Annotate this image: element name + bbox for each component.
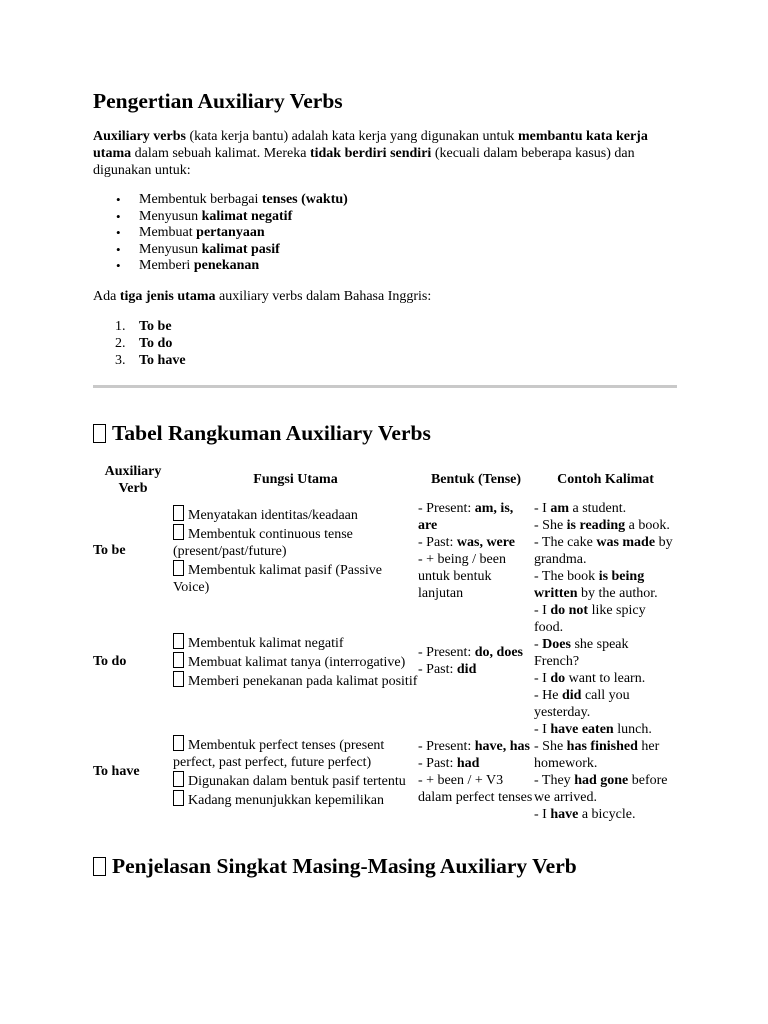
list-item	[93, 225, 677, 242]
intro-bold-3: tidak berdiri sendiri	[309, 146, 432, 161]
missing-glyph-icon	[173, 560, 184, 576]
cell-contoh	[534, 721, 677, 823]
cell-verb: To be	[93, 543, 126, 559]
types-list	[93, 318, 677, 369]
bold-text: am	[550, 500, 569, 516]
fungsi-text: Membentuk kalimat pasif (Passive Voice)	[173, 563, 383, 596]
fungsi-item	[173, 735, 418, 771]
cell-contoh-line	[534, 517, 677, 534]
header-fungsi: Fungsi Utama	[253, 472, 338, 488]
uses-list	[93, 192, 677, 275]
text: - She	[534, 738, 567, 754]
types-intro-bold: tiga jenis utama	[119, 288, 216, 304]
list-item	[93, 335, 677, 352]
bold-text: did	[562, 687, 582, 703]
fungsi-item	[173, 505, 418, 524]
text: - The cake	[534, 534, 597, 550]
list-item-label: To be	[139, 318, 172, 334]
text: - + been / + V3 dalam perfect tenses	[418, 772, 533, 805]
fungsi-text: Memberi penekanan pada kalimat positif	[188, 673, 418, 689]
cell-bentuk-line	[418, 755, 534, 772]
bold-text: have	[550, 806, 579, 822]
list-item-label: To do	[139, 335, 173, 351]
cell-contoh	[534, 500, 677, 602]
text: - I	[534, 806, 551, 822]
page-title: Pengertian Auxiliary Verbs	[93, 89, 343, 113]
table-row	[93, 721, 677, 823]
fungsi-text: Menyatakan identitas/keadaan	[188, 508, 358, 524]
section-title-explanation	[93, 853, 677, 879]
text: - + being / been untuk bentuk lanjutan	[418, 551, 506, 601]
cell-contoh-line	[534, 568, 677, 602]
table-header-row	[93, 460, 677, 500]
text: call you yesterday.	[534, 687, 630, 720]
cell-bentuk-line	[418, 500, 534, 534]
summary-table	[93, 460, 677, 823]
intro-bold-1: Auxiliary verbs	[93, 129, 186, 144]
fungsi-text: Membentuk perfect tenses (present perfect, past perfect, future perfect)	[173, 737, 385, 770]
cell-bentuk	[418, 602, 534, 721]
list-number: 3.	[115, 352, 126, 368]
fungsi-item	[173, 524, 418, 560]
text: a book.	[625, 517, 670, 533]
bold-text: do not	[550, 602, 589, 618]
missing-glyph-icon	[173, 735, 184, 751]
types-intro-text-end: auxiliary verbs dalam Bahasa Inggris:	[215, 288, 432, 304]
intro-paragraph	[93, 128, 677, 179]
cell-contoh-line	[534, 738, 677, 772]
bold-text: have eaten	[550, 721, 614, 737]
list-item-text: Menyusun	[139, 241, 202, 257]
text: by the author.	[577, 585, 658, 601]
section-title-summary	[93, 420, 677, 446]
bold-text: had	[456, 755, 480, 771]
list-item-bold: kalimat pasif	[201, 241, 280, 257]
text: - I	[534, 500, 551, 516]
fungsi-item	[173, 790, 418, 809]
cell-contoh-line	[534, 806, 677, 823]
missing-glyph-icon	[173, 633, 184, 649]
missing-glyph-icon	[173, 790, 184, 806]
list-item	[93, 192, 677, 209]
text: by grandma.	[534, 534, 673, 567]
fungsi-item	[173, 671, 418, 690]
text: like spicy food.	[534, 602, 646, 635]
section-title-text: Tabel Rangkuman Auxiliary Verbs	[112, 420, 431, 445]
list-number: 1.	[115, 318, 126, 334]
text: - I	[534, 670, 551, 686]
header-contoh: Contoh Kalimat	[557, 472, 654, 488]
bold-text: have, has	[474, 738, 530, 754]
list-item-text: Menyusun	[139, 208, 202, 224]
table-row	[93, 500, 677, 602]
list-item-bold: pertanyaan	[196, 225, 265, 241]
missing-glyph-icon	[173, 505, 184, 521]
intro-text-2: dalam sebuah kalimat. Mereka	[131, 146, 310, 161]
fungsi-item	[173, 560, 418, 596]
cell-fungsi	[173, 721, 418, 823]
fungsi-text: Membentuk continuous tense (present/past/future)	[173, 527, 353, 560]
fungsi-text: Membentuk kalimat negatif	[188, 635, 344, 651]
list-item-text: Membuat	[139, 225, 197, 241]
text: - Past:	[418, 755, 457, 771]
header-bentuk: Bentuk (Tense)	[430, 472, 522, 488]
table-row	[93, 602, 677, 721]
list-item	[93, 318, 677, 335]
missing-glyph-icon	[173, 671, 184, 687]
fungsi-text: Membuat kalimat tanya (interrogative)	[188, 654, 406, 670]
text: - Past:	[418, 534, 457, 550]
list-item-text: Membentuk berbagai	[139, 192, 262, 207]
text: - Present:	[418, 738, 475, 754]
cell-fungsi	[173, 500, 418, 602]
missing-glyph-icon	[93, 857, 106, 876]
bold-text: has finished	[566, 738, 638, 754]
cell-bentuk-line	[418, 772, 534, 806]
cell-contoh-line	[534, 636, 677, 670]
fungsi-text: Kadang menunjukkan kepemilikan	[188, 792, 384, 808]
intro-text-1: (kata kerja bantu) adalah kata kerja yang digunakan untuk	[185, 129, 518, 144]
list-number: 2.	[115, 335, 126, 351]
types-intro-text: Ada	[93, 288, 120, 304]
cell-contoh-line	[534, 670, 677, 687]
list-item-bold: kalimat negatif	[201, 208, 293, 224]
text: her homework.	[534, 738, 660, 771]
list-item-bold: tenses (waktu)	[261, 192, 348, 207]
bold-text: do	[550, 670, 566, 686]
text: - He	[534, 687, 562, 703]
list-item	[93, 209, 677, 226]
document-page	[93, 88, 677, 879]
missing-glyph-icon	[173, 524, 184, 540]
text: lunch.	[613, 721, 652, 737]
cell-contoh-line	[534, 602, 677, 636]
fungsi-item	[173, 771, 418, 790]
list-item-bold: penekanan	[193, 258, 260, 274]
text: a bicycle.	[578, 806, 636, 822]
cell-contoh-line	[534, 772, 677, 806]
text: - The book	[534, 568, 599, 584]
cell-bentuk	[418, 500, 534, 602]
cell-bentuk-line	[418, 661, 534, 678]
text: before we arrived.	[534, 772, 668, 805]
cell-bentuk	[418, 721, 534, 823]
intro-bold-2: membantu kata kerja utama	[93, 129, 648, 161]
text: - I	[534, 602, 551, 618]
cell-contoh	[534, 602, 677, 721]
types-intro	[93, 288, 677, 305]
text: she speak French?	[534, 636, 629, 669]
bold-text: is reading	[566, 517, 626, 533]
bold-text: was, were	[456, 534, 515, 550]
cell-contoh-line	[534, 534, 677, 568]
bold-text: is being written	[534, 568, 645, 601]
text: - Present:	[418, 500, 475, 516]
missing-glyph-icon	[173, 771, 184, 787]
text: - I	[534, 721, 551, 737]
bold-text: was made	[596, 534, 656, 550]
cell-contoh-line	[534, 687, 677, 721]
cell-bentuk-line	[418, 551, 534, 602]
text: - Past:	[418, 662, 457, 678]
intro-text-3: (kecuali dalam beberapa kasus) dan digunakan untuk:	[93, 146, 635, 178]
section-title-text: Penjelasan Singkat Masing-Masing Auxiliary Verb	[112, 853, 577, 878]
bold-text: had gone	[574, 772, 629, 788]
fungsi-item	[173, 633, 418, 652]
fungsi-text: Digunakan dalam bentuk pasif tertentu	[188, 773, 406, 789]
cell-verb: To do	[93, 653, 127, 669]
bold-text: did	[456, 662, 477, 678]
list-item	[93, 352, 677, 369]
missing-glyph-icon	[93, 424, 106, 443]
bold-text: Does	[542, 636, 571, 652]
cell-bentuk-line	[418, 534, 534, 551]
cell-contoh-line	[534, 500, 677, 517]
bold-text: do, does	[474, 645, 523, 661]
text: - Present:	[418, 645, 475, 661]
text: - They	[534, 772, 575, 788]
cell-contoh-line	[534, 721, 677, 738]
cell-bentuk-line	[418, 738, 534, 755]
fungsi-item	[173, 652, 418, 671]
text: want to learn.	[565, 670, 646, 686]
text: -	[534, 636, 543, 652]
header-verb: Auxiliary Verb	[104, 463, 162, 496]
list-item	[93, 242, 677, 259]
list-item-text: Memberi	[139, 258, 194, 274]
text: - She	[534, 517, 567, 533]
cell-bentuk-line	[418, 644, 534, 661]
list-item	[93, 258, 677, 275]
list-item-label: To have	[139, 352, 186, 368]
text: a student.	[569, 500, 627, 516]
bold-text: am, is, are	[418, 500, 514, 533]
cell-verb: To have	[93, 764, 140, 780]
horizontal-rule	[93, 385, 677, 388]
missing-glyph-icon	[173, 652, 184, 668]
cell-fungsi	[173, 602, 418, 721]
